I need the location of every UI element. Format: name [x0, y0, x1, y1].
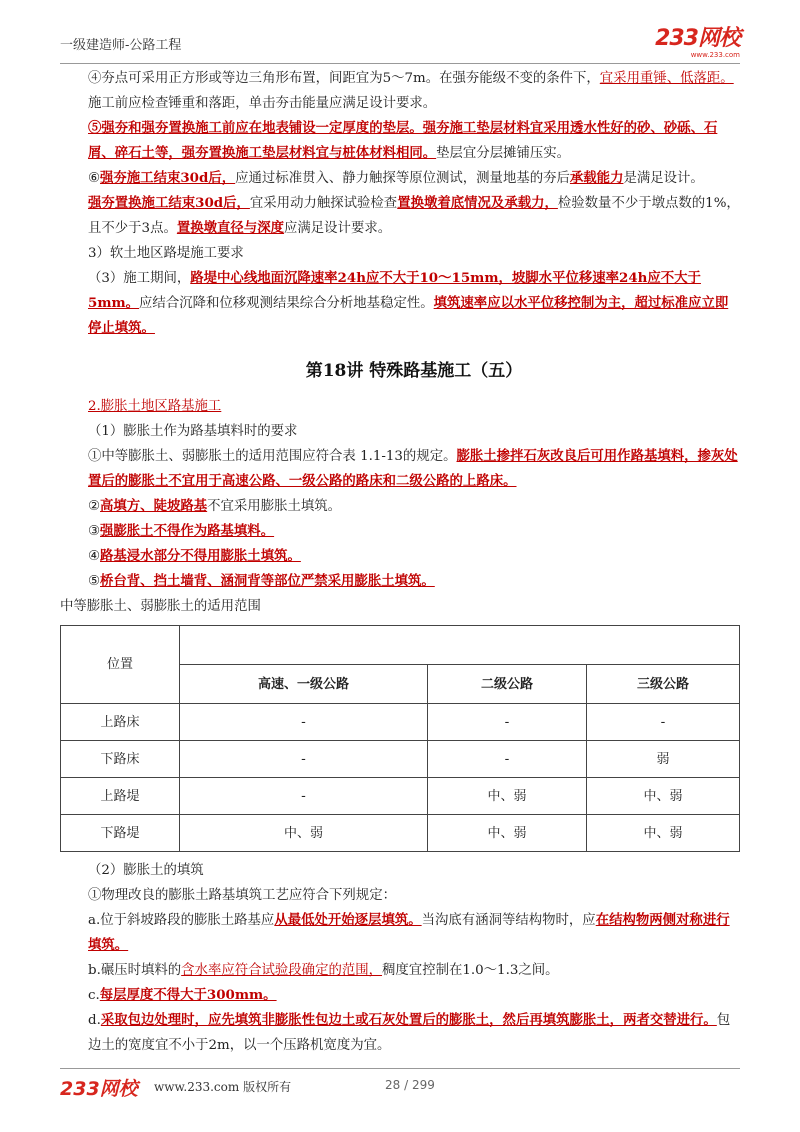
table-row [61, 704, 740, 741]
highlighted-text: 强膨胀土不得作为路基填料。 [100, 523, 275, 539]
text-run: ④夯点可采用正方形或等边三角形布置，间距宜为5～7m。在强夯能级不变的条件下， [88, 71, 600, 86]
section-heading: 2.膨胀土地区路基施工 [88, 399, 222, 414]
page-footer [60, 1074, 740, 1100]
table-cell: - [180, 741, 428, 778]
table-header-cell: 位置 [61, 626, 180, 704]
text-run: d. [88, 1013, 101, 1028]
text-run: a.位于斜坡路段的膨胀土路基应 [88, 913, 275, 928]
page-number: 28 / 299 [385, 1078, 435, 1092]
text-run: 垫层宜分层摊铺压实。 [436, 146, 571, 161]
highlighted-text: 从最低处开始逐层填筑。 [274, 912, 422, 928]
brand-logo[interactable] [630, 28, 740, 62]
table-cell: 中、弱 [587, 778, 740, 815]
text-run: ⑥ [88, 171, 101, 186]
text-run: ③ [88, 524, 101, 539]
table-cell: 中、弱 [428, 815, 587, 852]
highlighted-text: ⑤强夯和强夯置换施工前应在地表铺设一定厚度的垫层。强夯施工垫层材料宜采用透水性好的砂、砂砾、石屑、碎石土等，强夯置换施工垫层材料宜与桩体材料相同。 [88, 120, 718, 161]
highlighted-text: 路堤中心线地面沉降速率24h应不大于10～15mm，坡脚水平位移速率24h应不大于5mm。 [88, 270, 701, 311]
highlighted-text: 置换墩着底情况及承载力， [397, 195, 558, 211]
highlighted-text: 桥台背、挡土墙背、涵洞背等部位严禁采用膨胀土填筑。 [100, 573, 435, 589]
text-run: 包边土的宽度宜不小于2m，以一个压路机宽度为宜。 [88, 1013, 731, 1053]
highlighted-text: 高填方、陡坡路基 [100, 498, 208, 514]
table-row-label: 下路堤 [61, 815, 180, 852]
text-run: 宜采用动力触探试验检查 [249, 196, 398, 211]
highlighted-text: 含水率应符合试验段确定的范围， [181, 963, 383, 978]
paragraph [88, 166, 740, 191]
table-row-label: 上路床 [61, 704, 180, 741]
table-cell: - [587, 704, 740, 741]
text-run: 当沟底有涵洞等结构物时，应 [421, 913, 596, 928]
text-run: ④ [88, 549, 101, 564]
highlighted-text: 宜采用重锤、低落距。 [599, 71, 734, 86]
text-run: 施工前应检查锤重和落距，单击夯击能量应满足设计要求。 [88, 96, 437, 111]
paragraph [88, 191, 740, 241]
table-row [61, 778, 740, 815]
header-title: 一级建造师-公路工程 [60, 38, 182, 53]
text-run: c. [88, 988, 100, 1003]
table-cell: 中、弱 [180, 815, 428, 852]
table-header-cell: 三级公路 [587, 665, 740, 704]
table-header-cell: 高速、一级公路 [180, 665, 428, 704]
logo-url: www.233.com [690, 51, 740, 59]
list-item [88, 569, 740, 594]
table-row-label: 下路床 [61, 741, 180, 778]
text-run: b.碾压时填料的 [88, 963, 182, 978]
table-row [61, 741, 740, 778]
list-item [88, 444, 740, 494]
logo-text: 233网校 [655, 26, 740, 51]
table-cell: 中、弱 [428, 778, 587, 815]
text-run: 应满足设计要求。 [284, 221, 392, 236]
text-run: 检验数量不少于墩点数的1%，且不少于3点。 [88, 196, 740, 236]
applicability-table [60, 625, 740, 852]
list-item [88, 544, 740, 569]
footer-logo[interactable]: 233网校 [60, 1078, 138, 1100]
table-cell: 中、弱 [587, 815, 740, 852]
list-item [88, 494, 740, 519]
list-item [88, 983, 740, 1008]
paragraph [88, 66, 740, 116]
text-run: （3）施工期间， [88, 271, 191, 286]
list-item: ①物理改良的膨胀土路基填筑工艺应符合下列规定： [88, 888, 396, 903]
highlighted-text: 膨胀土掺拌石灰改良后可用作路基填料，掺灰处置后的膨胀土不宜用于高速公路、一级公路的路床和二级公路的上路床。 [88, 448, 738, 489]
highlighted-text: 强夯置换施工结束30d后， [88, 195, 250, 211]
highlighted-text: 路基浸水部分不得用膨胀土填筑。 [100, 548, 301, 564]
table-cell: - [428, 704, 587, 741]
text-run: ①中等膨胀土、弱膨胀土的适用范围应符合表 1.1-13的规定。 [88, 449, 457, 464]
highlighted-text: 采取包边处理时，应先填筑非膨胀性包边土或石灰处置后的膨胀土，然后再填筑膨胀土，两者交替进行。 [100, 1012, 717, 1028]
highlighted-text: 在结构物两侧对称进行填筑。 [88, 912, 730, 953]
text-run: 是满足设计。 [623, 171, 704, 186]
table-cell: - [180, 704, 428, 741]
list-item [88, 1008, 740, 1058]
list-item [88, 519, 740, 544]
lecture-heading: 第18讲 特殊路基施工（五） [305, 361, 523, 381]
highlighted-text: 填筑速率应以水平位移控制为主，超过标准应立即停止填筑。 [88, 295, 729, 336]
table-header-row [61, 626, 740, 665]
text-run: 稠度宜控制在1.0～1.3之间。 [382, 963, 559, 978]
table-cell: - [428, 741, 587, 778]
table-row-label: 上路堤 [61, 778, 180, 815]
table-header-cell: 二级公路 [428, 665, 587, 704]
page-content [60, 66, 740, 1058]
footer-copyright: www.233.com 版权所有 [154, 1080, 292, 1094]
text-run: 应结合沉降和位移观测结果综合分析地基稳定性。 [139, 296, 434, 311]
paragraph: 3）软土地区路堤施工要求 [88, 246, 244, 261]
table-cell: 弱 [587, 741, 740, 778]
table-header-cell [180, 626, 740, 665]
page-header [60, 28, 740, 64]
table-caption: 中等膨胀土、弱膨胀土的适用范围 [60, 599, 261, 614]
header-divider [60, 63, 740, 64]
footer-divider [60, 1068, 740, 1069]
paragraph [88, 116, 740, 166]
text-run: 不宜采用膨胀土填筑。 [207, 499, 342, 514]
text-run: 应通过标准贯入、静力触探等原位测试，测量地基的夯后 [235, 171, 570, 186]
subsection-heading: （1）膨胀土作为路基填料时的要求 [88, 424, 298, 439]
highlighted-text: 强夯施工结束30d后， [100, 170, 236, 186]
table-row [61, 815, 740, 852]
list-item [88, 958, 740, 983]
list-item [88, 908, 740, 958]
highlighted-text: 承载能力 [569, 170, 624, 186]
highlighted-text: 置换墩直径与深度 [176, 220, 284, 236]
highlighted-text: 每层厚度不得大于300mm。 [99, 987, 277, 1003]
table-cell: - [180, 778, 428, 815]
text-run: ⑤ [88, 574, 101, 589]
paragraph [88, 266, 740, 341]
subsection-heading: （2）膨胀土的填筑 [88, 863, 204, 878]
text-run: ② [88, 499, 101, 514]
